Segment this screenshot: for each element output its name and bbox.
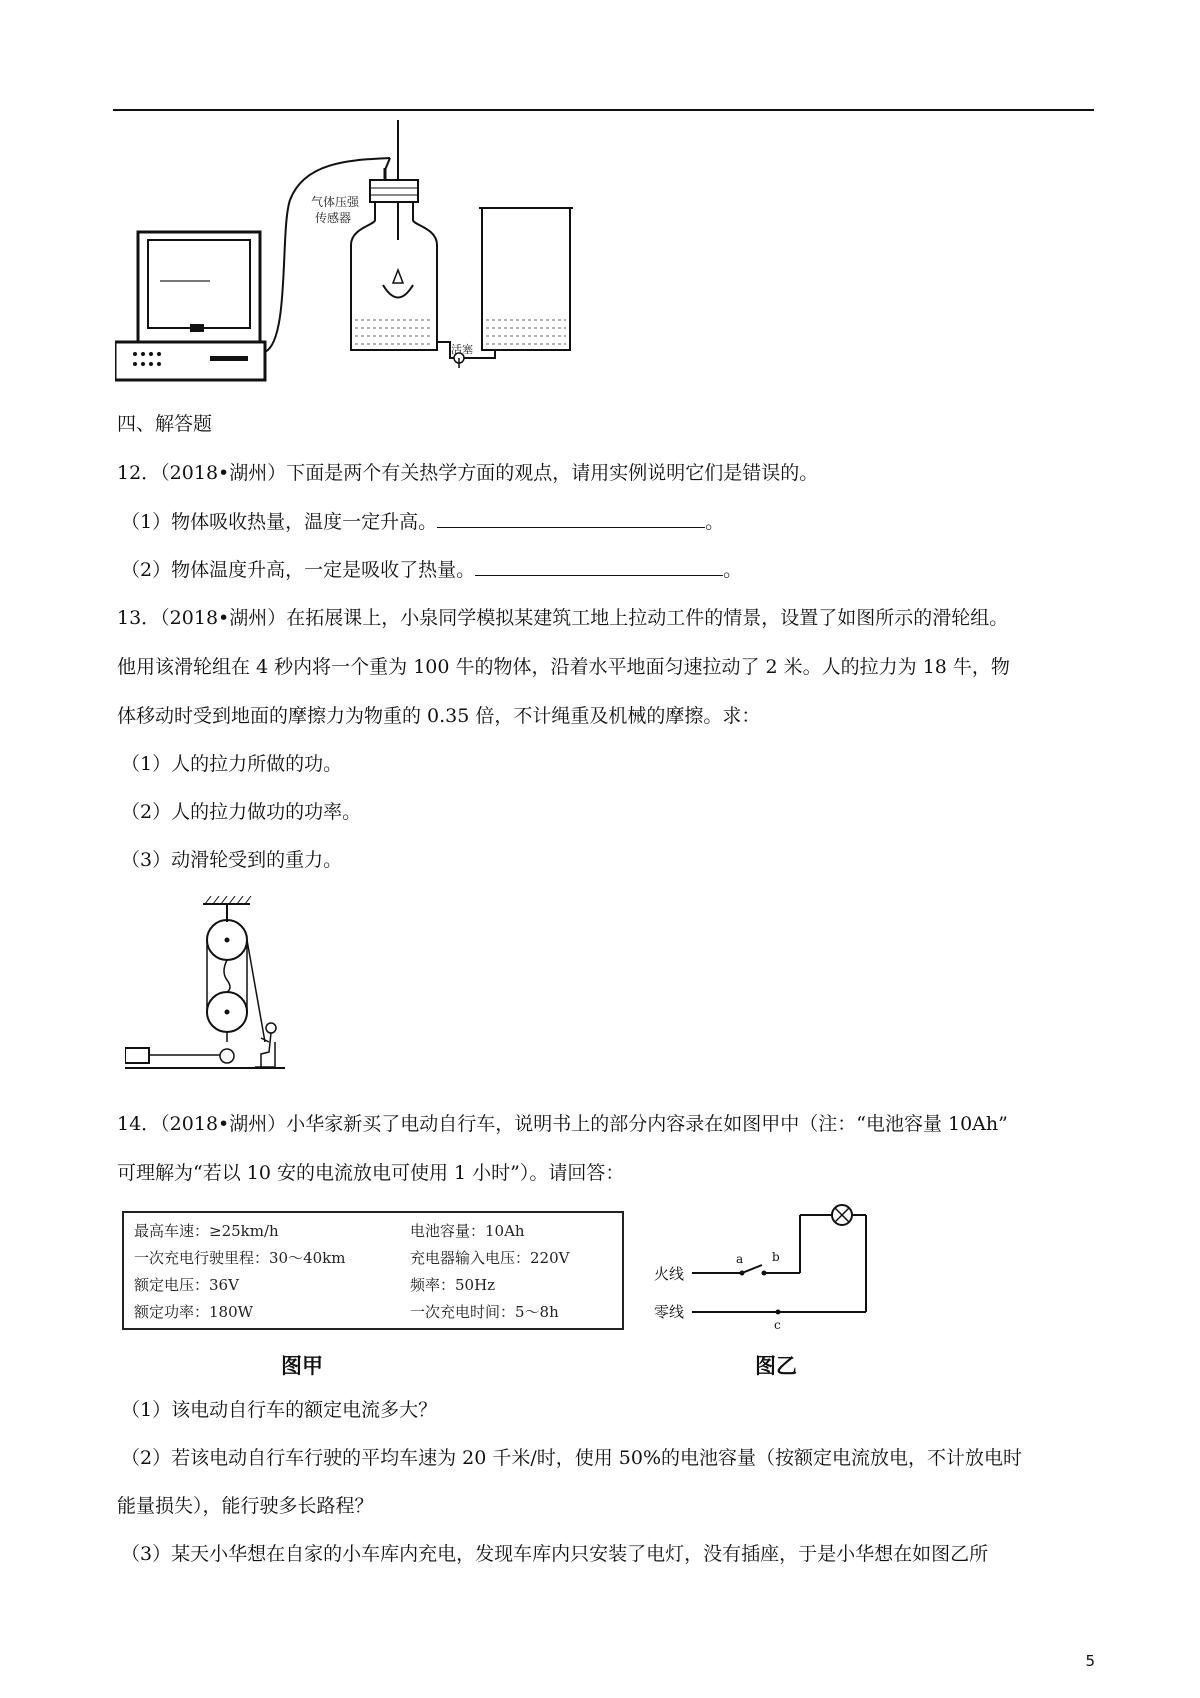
sensor-label-1: 气体压强	[311, 195, 360, 209]
figure-caption-left: 图甲	[281, 1354, 323, 1378]
neutral-wire-label: 零线	[654, 1303, 685, 1321]
q14-item-2-line-1: （2）若该电动自行车行驶的平均车速为 20 千米/时，使用 50%的电池容量（按额定电流放电，不计放电时	[121, 1447, 1023, 1469]
q13-item-1: （1）人的拉力所做的功。	[121, 753, 343, 775]
q12-item-2-text: （2）物体温度升高，一定是吸收了热量。	[121, 559, 476, 581]
figure-caption-right: 图乙	[755, 1354, 797, 1378]
spec-frequency: 频率：50Hz	[410, 1276, 496, 1294]
spec-charger-voltage: 充电器输入电压：220V	[410, 1249, 570, 1267]
q14-line-1: 14．（2018•湖州）小华家新买了电动自行车，说明书上的部分内容录在如图甲中（注：“电池容量 10Ah”	[117, 1113, 1008, 1135]
q14-item-3: （3）某天小华想在自家的小车库内充电，发现车库内只安装了电灯，没有插座，于是小华想在如图乙所	[121, 1543, 989, 1565]
spec-charge-time: 一次充电时间：5～8h	[410, 1303, 559, 1321]
gas-pressure-experiment-figure	[115, 120, 635, 388]
q12-item-1-text: （1）物体吸收热量，温度一定升高。	[121, 511, 438, 533]
live-wire-label: 火线	[654, 1265, 685, 1283]
point-b-label: b	[772, 1250, 780, 1264]
q14-item-1: （1）该电动自行车的额定电流多大？	[121, 1399, 438, 1421]
q13-line-1: 13．（2018•湖州）在拓展课上，小泉同学模拟某建筑工地上拉动工件的情景，设置了如图所示的滑轮组。	[117, 607, 1009, 629]
section-heading: 四、解答题	[117, 413, 213, 435]
q14-item-2-line-2: 能量损失），能行驶多长路程？	[117, 1495, 374, 1517]
page-number: 5	[1085, 1652, 1095, 1670]
q12-item-1-blank	[437, 509, 705, 528]
spec-rated-voltage: 额定电压：36V	[134, 1276, 239, 1294]
spec-battery-capacity: 电池容量：10Ah	[410, 1222, 525, 1240]
spec-max-speed: 最高车速：≥25km/h	[134, 1222, 279, 1240]
q13-line-2: 他用该滑轮组在 4 秒内将一个重为 100 牛的物体，沿着水平地面匀速拉动了 2 米。人的拉力为 18 牛，物	[117, 656, 1010, 678]
q12-item-2	[121, 557, 742, 582]
point-c-label: c	[774, 1318, 781, 1332]
spec-rated-power: 额定功率：180W	[134, 1303, 254, 1321]
pulley-system-figure	[125, 892, 300, 1077]
q12-stem: 12．（2018•湖州）下面是两个有关热学方面的观点，请用实例说明它们是错误的。	[117, 462, 819, 484]
point-a-label: a	[736, 1252, 744, 1266]
spec-table	[122, 1211, 624, 1330]
q14-line-2: 可理解为“若以 10 安的电流放电可使用 1 小时”）。请回答：	[117, 1162, 625, 1184]
header-rule	[113, 109, 1094, 111]
q13-line-3: 体移动时受到地面的摩擦力为物重的 0.35 倍，不计绳重及机械的摩擦。求：	[117, 705, 761, 727]
q12-item-2-end: 。	[723, 559, 743, 581]
q12-item-2-blank	[475, 557, 723, 576]
circuit-diagram	[650, 1195, 890, 1335]
sensor-label-2: 传感器	[315, 211, 352, 225]
valve-label: 活塞	[451, 343, 473, 356]
q12-item-1-end: 。	[705, 511, 725, 533]
q12-item-1	[121, 509, 724, 534]
spec-range: 一次充电行驶里程：30～40km	[134, 1249, 346, 1267]
q13-item-3: （3）动滑轮受到的重力。	[121, 849, 343, 871]
q13-item-2: （2）人的拉力做功的功率。	[121, 801, 362, 823]
